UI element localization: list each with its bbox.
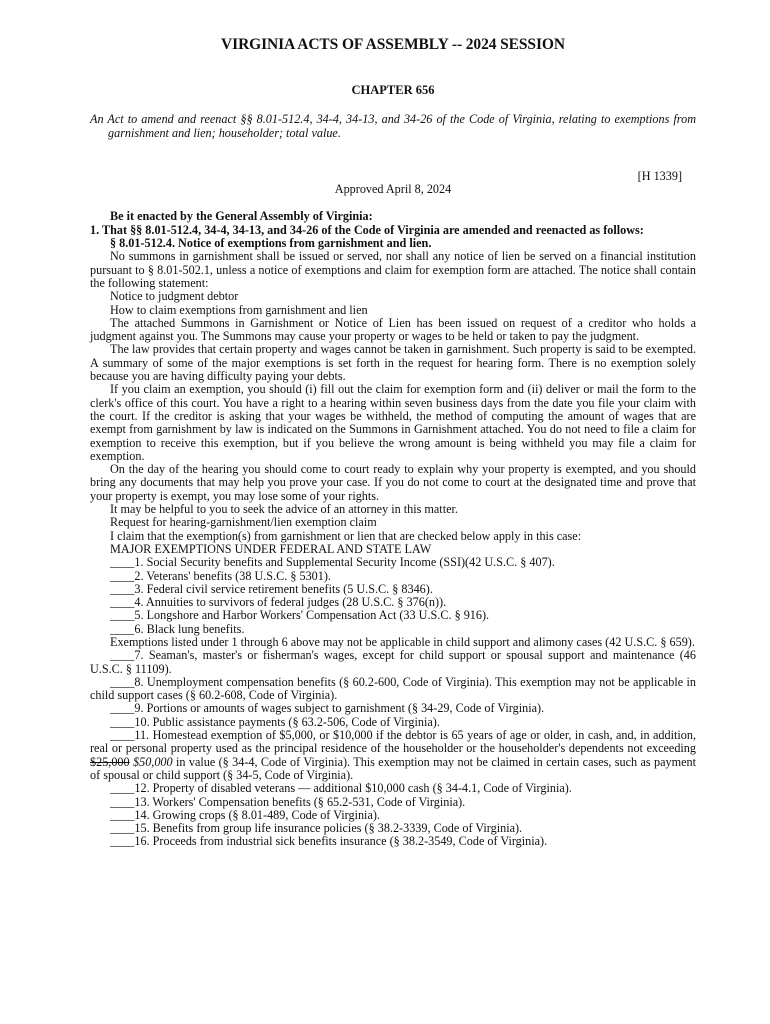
line: I claim that the exemption(s) from garnishment or lien that are checked below apply in this case: [110, 528, 582, 543]
enacting-clause: Be it enacted by the General Assembly of Virginia: [110, 209, 373, 224]
exemption-item: ____12. Property of disabled veterans — additional $10,000 cash (§ 34-4.1, Code of Virginia). [110, 781, 572, 796]
act-description: An Act to amend and reenact §§ 8.01-512.4, 34-4, 34-13, and 34-26 of the Code of Virginia, relating to exemptions from garnishment and lien; householder; total value. [90, 112, 696, 140]
act-body [90, 210, 696, 848]
exemption-item: ____15. Benefits from group life insurance policies (§ 38.2-3339, Code of Virginia). [110, 821, 523, 836]
document-title: VIRGINIA ACTS OF ASSEMBLY -- 2024 SESSION [221, 36, 565, 53]
exemption-item: ____8. Unemployment compensation benefits (§ 60.2-600, Code of Virginia). This exemption may not be applicable in child support cases (§ 60.2-608, Code of Virginia). [90, 674, 696, 703]
paragraph: If you claim an exemption, you should (i) fill out the claim for exemption form and (ii) deliver or mail the form to the clerk's office of this court. You have a right to a hearing within seven business days from the date you file your claim with the court. If the creditor is asking that your wages be withheld, the method of computing the amount of wages that are exempt from garnishment by law is indicated on the Summons in Garnishment attached. You do not need to file a claim for exemption to receive this exemption, but if you believe the wrong amount is being withheld you may file a claim for exemption. [90, 382, 696, 463]
exemption-note: Exemptions listed under 1 through 6 above may not be applicable in child support and alimony cases (42 U.S.C. § 659). [110, 634, 695, 649]
exemption-item: ____16. Proceeds from industrial sick benefits insurance (§ 38.2-3549, Code of Virginia). [110, 834, 548, 849]
bill-number: [H 1339] [637, 168, 682, 183]
document-page [90, 36, 696, 849]
homestead-text-b: in value (§ 34-4, Code of Virginia). This exemption may not be claimed in certain cases, such as payment of spousal or child support (§ 34-5, Code of Virginia). [90, 754, 697, 782]
section-heading: § 8.01-512.4. Notice of exemptions from garnishment and lien. [110, 236, 432, 251]
exemption-item: ____9. Portions or amounts of wages subject to garnishment (§ 34-29, Code of Virginia). [110, 701, 545, 716]
exemption-item: ____1. Social Security benefits and Supplemental Security Income (SSI)(42 U.S.C. § 407). [110, 555, 555, 570]
exemption-item: ____14. Growing crops (§ 8.01-489, Code of Virginia). [110, 807, 380, 822]
new-amount: $50,000 [133, 754, 173, 769]
exemption-item-homestead [90, 729, 696, 782]
exemption-item: ____13. Workers' Compensation benefits (§ 65.2-531, Code of Virginia). [110, 794, 466, 809]
paragraph: On the day of the hearing you should come to court ready to explain why your property is exempted, and you should bring any documents that may help you prove your case. If you do not come to court at the designated time and prove that your property is exempt, you may lose some of your rights. [90, 462, 696, 503]
exemption-item: ____2. Veterans' benefits (38 U.S.C. § 5301). [110, 568, 331, 583]
paragraph: No summons in garnishment shall be issued or served, nor shall any notice of lien be served on a financial institution pursuant to § 8.01-502.1, unless a notice of exemptions and claim for exemption form are attached. The notice shall contain the following statement: [90, 249, 696, 290]
line: It may be helpful to you to seek the advice of an attorney in this matter. [110, 502, 458, 517]
line: Notice to judgment debtor [110, 289, 239, 304]
exemption-item: ____7. Seaman's, master's or fisherman's wages, except for child support or spousal support and maintenance (46 U.S.C. § 11109). [90, 648, 696, 676]
homestead-text-a: ____11. Homestead exemption of $5,000, or $10,000 if the debtor is 65 years of age or older, in cash, and, in addition, real or personal property used as the principal residence of the householder or the householder's dependents not exceeding [90, 728, 696, 756]
exemption-item: ____4. Annuities to survivors of federal judges (28 U.S.C. § 376(n)). [110, 595, 447, 610]
exemption-item: ____3. Federal civil service retirement benefits (5 U.S.C. § 8346). [110, 581, 433, 596]
exemption-item: ____10. Public assistance payments (§ 63.2-506, Code of Virginia). [110, 714, 440, 729]
exemption-item: ____5. Longshore and Harbor Workers' Compensation Act (33 U.S.C. § 916). [110, 608, 490, 623]
chapter-heading: CHAPTER 656 [351, 83, 435, 97]
paragraph: The attached Summons in Garnishment or Notice of Lien has been issued on request of a creditor who holds a judgment against you. The Summons may cause your property or wages to be held or taken to pay the judgment. [90, 315, 696, 344]
struck-amount: $25,000 [90, 754, 130, 769]
line: Request for hearing-garnishment/lien exemption claim [110, 515, 377, 530]
line: How to claim exemptions from garnishment and lien [110, 302, 368, 317]
approval-date: Approved April 8, 2024 [334, 182, 452, 197]
paragraph: The law provides that certain property and wages cannot be taken in garnishment. Such property is said to be exempted. A summary of some of the major exemptions is set forth in the request for hearing form. There is no exemption solely because you are having difficulty paying your debts. [90, 342, 696, 384]
exemptions-heading: MAJOR EXEMPTIONS UNDER FEDERAL AND STATE LAW [110, 541, 432, 556]
exemption-item: ____6. Black lung benefits. [110, 621, 245, 636]
enactment-1: 1. That §§ 8.01-512.4, 34-4, 34-13, and 34-26 of the Code of Virginia are amended and reenacted as follows: [90, 222, 644, 237]
